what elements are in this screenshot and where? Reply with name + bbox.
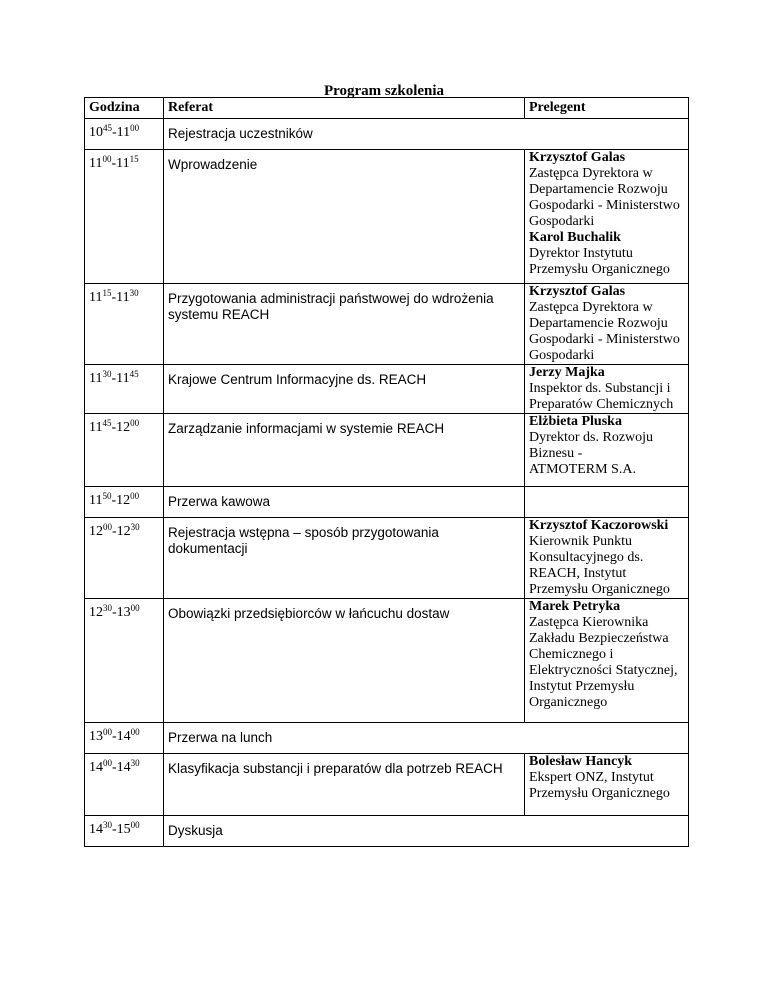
time-end-min: 15 [129,154,139,164]
table-row [85,487,689,518]
time-separator: - [112,822,117,837]
time-end: 14 [116,729,131,744]
table-row [85,284,689,365]
topic-cell: Przerwa kawowa [164,487,525,518]
time-start-min: 45 [103,123,112,133]
table-row [85,119,689,150]
topic-cell: Przygotowania administracji państwowej do wdrożenia systemu REACH [164,284,525,365]
time-separator: - [111,290,117,305]
speaker-cell [525,150,689,284]
time-end-min: 00 [130,603,140,613]
time-cell [85,816,164,847]
speaker-name: Marek Petryka [529,599,621,614]
time-cell [85,119,164,150]
time-end: 11 [116,290,130,305]
speaker-cell [525,365,689,414]
time-start-min: 30 [102,369,112,379]
time-cell [85,487,164,518]
time-end-min: 00 [130,123,140,133]
speaker-role: Zastępca Dyrektora w Departamencie Rozwoju Gospodarki - Ministerstwo Gospodarki [529,300,680,363]
time-start: 11 [89,371,103,386]
time-end: 11 [116,371,130,386]
time-separator: - [111,493,117,508]
time-end: 13 [116,605,131,620]
time-separator: - [111,420,117,435]
time-start-min: 00 [102,154,112,164]
time-start: 14 [89,822,103,837]
topic-cell: Przerwa na lunch [164,723,689,754]
time-cell [85,414,164,487]
time-end: 15 [116,822,131,837]
speaker-name: Jerzy Majka [529,365,605,380]
time-start-min: 15 [102,288,112,298]
time-end-min: 45 [129,369,139,379]
speaker-role: Kierownik Punktu Konsultacyjnego ds. REACH, Instytut Przemysłu Organicznego [529,534,670,597]
time-end-min: 30 [129,288,139,298]
time-end-min: 00 [130,491,140,501]
time-start-min: 00 [103,727,112,737]
time-end: 12 [116,420,131,435]
time-end-min: 00 [130,418,140,428]
time-cell [85,754,164,816]
time-start-min: 45 [102,418,112,428]
time-start: 11 [89,290,103,305]
speaker-role: Inspektor ds. Substancji i Preparatów Chemicznych [529,381,674,412]
speaker-name: Elżbieta Pluska [529,414,622,429]
header-time: Godzina [85,98,164,119]
speaker-role: Zastępca Dyrektora w Departamencie Rozwoju Gospodarki - Ministerstwo Gospodarki [529,166,680,229]
time-start: 11 [89,493,103,508]
time-separator: - [112,524,117,539]
time-start: 14 [89,760,103,775]
time-separator: - [112,729,117,744]
time-start: 12 [89,524,103,539]
table-row [85,754,689,816]
speaker-cell [525,487,689,518]
speaker-role: Zastępca Kierownika Zakładu Bezpieczeństwa Chemicznego i Elektryczności Statycznej, Instytut Przemysłu Organicznego [529,615,678,710]
time-separator: - [111,156,117,171]
time-start-min: 30 [103,603,112,613]
time-end-min: 00 [130,727,140,737]
speaker-org: ATMOTERM S.A. [529,462,636,477]
topic-cell: Klasyfikacja substancji i preparatów dla potrzeb REACH [164,754,525,816]
header-speaker: Prelegent [525,98,689,119]
time-end: 12 [116,493,131,508]
speaker-cell [525,414,689,487]
time-cell [85,723,164,754]
speaker-cell [525,284,689,365]
time-end: 12 [116,524,131,539]
table-row [85,723,689,754]
topic-cell: Krajowe Centrum Informacyjne ds. REACH [164,365,525,414]
time-start: 12 [89,605,103,620]
page-title: Program szkolenia [323,83,445,99]
table-row [85,414,689,487]
time-cell [85,365,164,414]
speaker-cell [525,518,689,599]
speaker-name: Bolesław Hancyk [529,754,633,769]
speaker-role: Dyrektor Instytutu Przemysłu Organicznego [529,246,670,277]
time-separator: - [112,760,117,775]
table-row [85,599,689,723]
speaker-role: Ekspert ONZ, Instytut Przemysłu Organicznego [529,770,670,801]
speaker-cell [525,754,689,816]
header-row [85,98,689,119]
speaker-cell [525,599,689,723]
time-cell [85,150,164,284]
speaker-name: Krzysztof Galas [529,284,626,299]
header-topic: Referat [164,98,525,119]
time-separator: - [111,371,117,386]
time-end-min: 30 [130,758,140,768]
topic-cell: Zarządzanie informacjami w systemie REACH [164,414,525,487]
time-cell [85,599,164,723]
time-start-min: 00 [103,522,112,532]
time-start: 11 [89,156,103,171]
speaker-name: Karol Buchalik [529,230,621,245]
table-row [85,518,689,599]
time-end-min: 30 [130,522,140,532]
time-end: 14 [116,760,131,775]
topic-cell: Rejestracja wstępna – sposób przygotowania dokumentacji [164,518,525,599]
time-start-min: 30 [103,820,112,830]
topic-cell: Rejestracja uczestników [164,119,689,150]
time-end-min: 00 [130,820,140,830]
time-cell [85,518,164,599]
time-cell [85,284,164,365]
time-start-min: 00 [103,758,112,768]
table-row [85,816,689,847]
topic-cell: Dyskusja [164,816,689,847]
time-separator: - [112,605,117,620]
time-end: 11 [116,125,131,140]
time-start-min: 50 [102,491,112,501]
time-start: 13 [89,729,103,744]
schedule-table [84,97,689,847]
time-start: 10 [89,125,103,140]
speaker-name: Krzysztof Kaczorowski [529,518,669,533]
time-separator: - [112,125,117,140]
table-row [85,150,689,284]
topic-cell: Wprowadzenie [164,150,525,284]
speaker-name: Krzysztof Galas [529,150,626,165]
speaker-role: Dyrektor ds. Rozwoju Biznesu - [529,430,654,461]
time-end: 11 [116,156,130,171]
table-row [85,365,689,414]
time-start: 11 [89,420,103,435]
topic-cell: Obowiązki przedsiębiorców w łańcuchu dostaw [164,599,525,723]
